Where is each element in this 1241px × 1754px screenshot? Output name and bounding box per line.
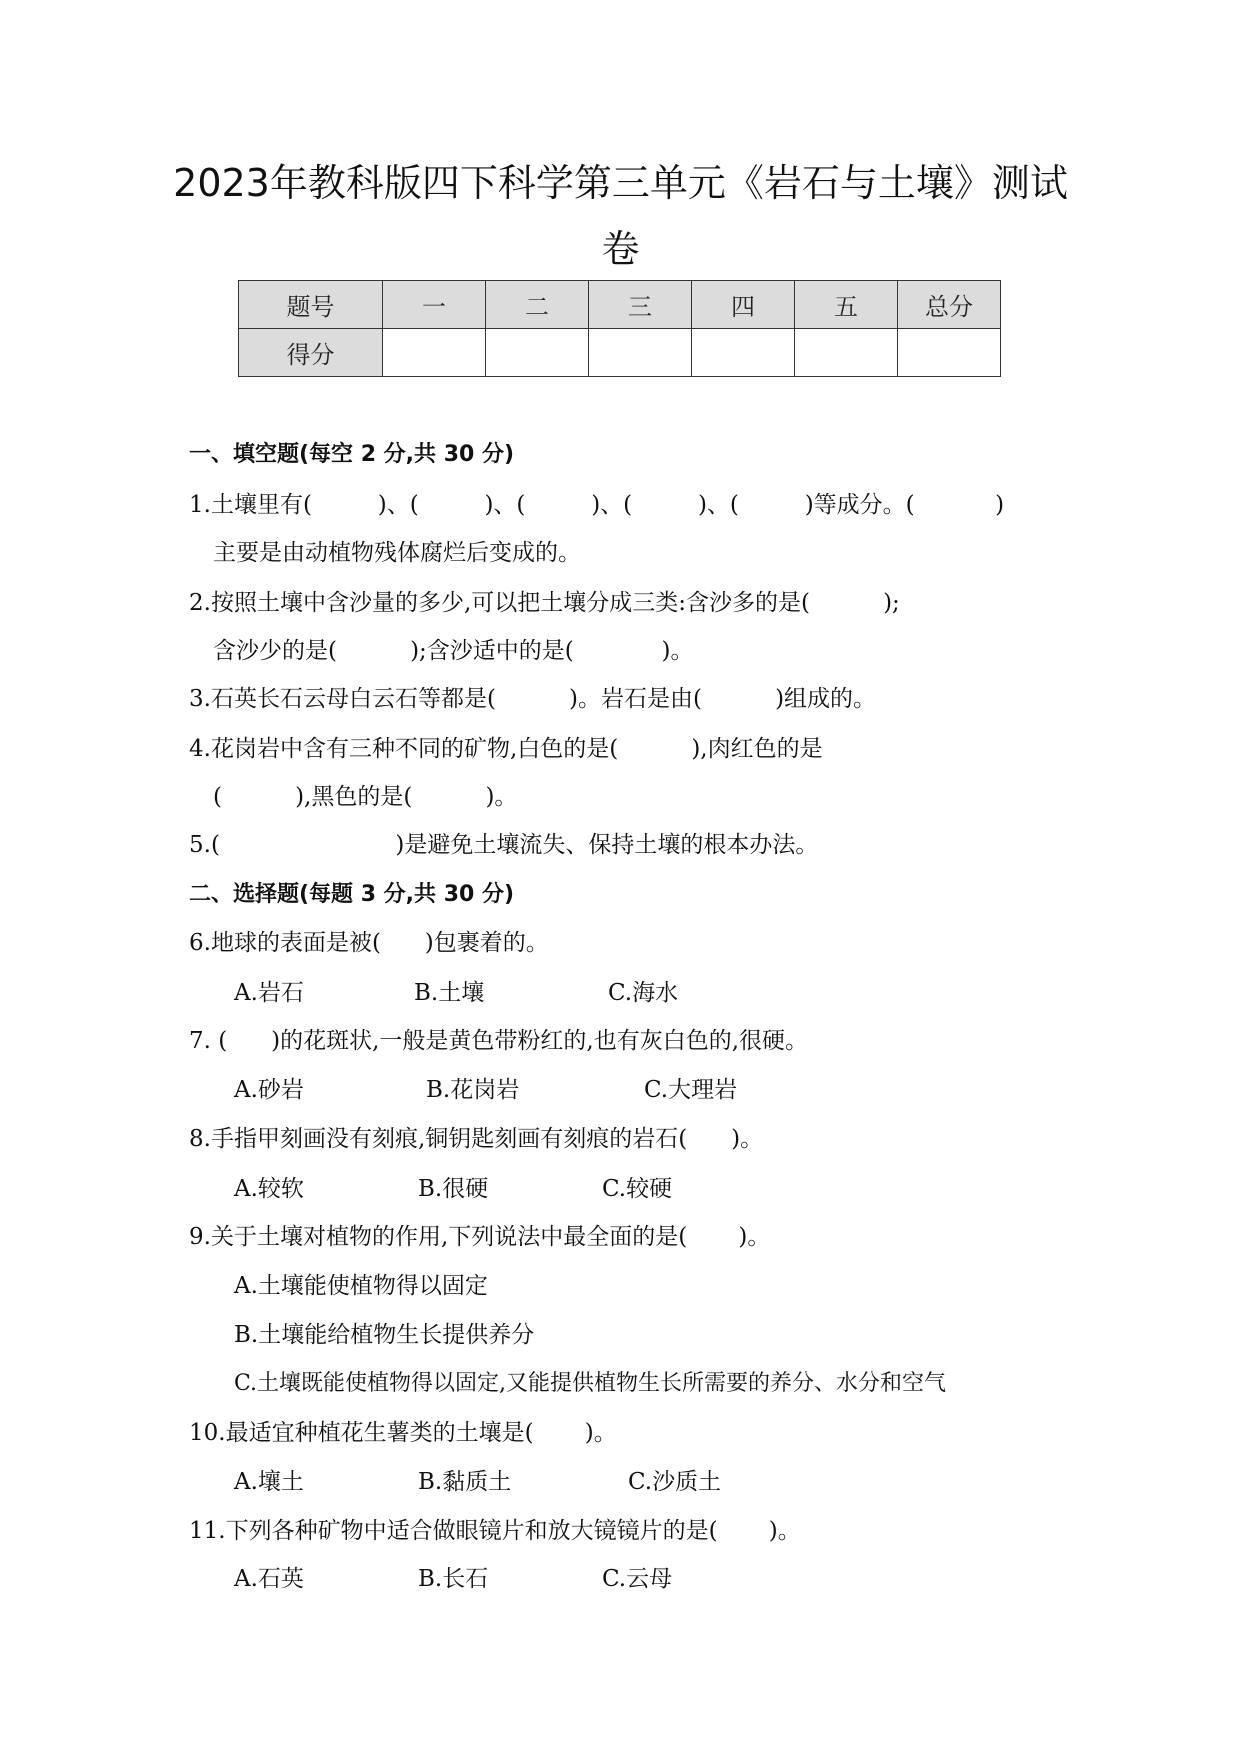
header-cell-1: 一 — [383, 281, 486, 329]
q8-option-b[interactable]: B.很硬 — [418, 1176, 489, 1202]
q1-line2: 主要是由动植物残体腐烂后变成的。 — [213, 540, 581, 566]
q6-option-b[interactable]: B.土壤 — [414, 980, 485, 1006]
header-cell-question-number: 题号 — [239, 281, 383, 329]
q11-option-a[interactable]: A.石英 — [234, 1566, 304, 1592]
section2-heading: 二、选择题(每题 3 分,共 30 分) — [189, 882, 515, 907]
q8-option-a[interactable]: A.较软 — [234, 1176, 304, 1202]
q3-line1: 3.石英长石云母白云石等都是( )。岩石是由( )组成的。 — [189, 686, 877, 712]
score-table-header-row — [239, 281, 1001, 329]
score-table — [238, 280, 1001, 377]
header-cell-2: 二 — [486, 281, 589, 329]
q6-option-c[interactable]: C.海水 — [608, 980, 679, 1006]
score-table-score-row — [239, 329, 1001, 377]
q5-line1: 5.( )是避免土壤流失、保持土壤的根本办法。 — [189, 832, 819, 858]
header-cell-3: 三 — [589, 281, 692, 329]
header-cell-5: 五 — [795, 281, 898, 329]
q2-line2: 含沙少的是( );含沙适中的是( )。 — [213, 638, 694, 664]
q1-line1: 1.土壤里有( )、( )、( )、( )、( )等成分。( ) — [189, 492, 1005, 518]
score-cell-2[interactable] — [486, 329, 589, 377]
q11-stem: 11.下列各种矿物中适合做眼镜片和放大镜镜片的是( )。 — [189, 1518, 801, 1544]
q11-option-c[interactable]: C.云母 — [602, 1566, 673, 1592]
q8-option-c[interactable]: C.较硬 — [602, 1176, 673, 1202]
q10-stem: 10.最适宜种植花生薯类的土壤是( )。 — [189, 1420, 617, 1446]
score-cell-5[interactable] — [795, 329, 898, 377]
score-cell-total[interactable] — [898, 329, 1001, 377]
q7-option-b[interactable]: B.花岗岩 — [426, 1077, 520, 1103]
q10-option-a[interactable]: A.壤土 — [234, 1469, 304, 1495]
score-row-label: 得分 — [239, 329, 383, 377]
exam-title-continued: 卷 — [601, 227, 640, 271]
score-cell-4[interactable] — [692, 329, 795, 377]
header-cell-4: 四 — [692, 281, 795, 329]
q9-option-c[interactable]: C.土壤既能使植物得以固定,又能提供植物生长所需要的养分、水分和空气 — [234, 1371, 947, 1396]
score-cell-1[interactable] — [383, 329, 486, 377]
q4-line1: 4.花岗岩中含有三种不同的矿物,白色的是( ),肉红色的是 — [189, 736, 823, 762]
score-cell-3[interactable] — [589, 329, 692, 377]
q7-stem: 7. ( )的花斑状,一般是黄色带粉红的,也有灰白色的,很硬。 — [189, 1028, 809, 1054]
q9-option-b[interactable]: B.土壤能给植物生长提供养分 — [234, 1322, 535, 1348]
q6-stem: 6.地球的表面是被( )包裹着的。 — [189, 930, 549, 956]
section1-heading: 一、填空题(每空 2 分,共 30 分) — [189, 442, 515, 467]
q8-stem: 8.手指甲刻画没有刻痕,铜钥匙刻画有刻痕的岩石( )。 — [189, 1126, 764, 1152]
q11-option-b[interactable]: B.长石 — [418, 1566, 489, 1592]
q7-option-c[interactable]: C.大理岩 — [644, 1077, 738, 1103]
q10-option-b[interactable]: B.黏质土 — [418, 1469, 512, 1495]
q6-option-a[interactable]: A.岩石 — [234, 980, 304, 1006]
q9-stem: 9.关于土壤对植物的作用,下列说法中最全面的是( )。 — [189, 1224, 771, 1250]
q9-option-a[interactable]: A.土壤能使植物得以固定 — [234, 1273, 488, 1299]
q7-option-a[interactable]: A.砂岩 — [234, 1077, 304, 1103]
header-cell-total: 总分 — [898, 281, 1001, 329]
q2-line1: 2.按照土壤中含沙量的多少,可以把土壤分成三类:含沙多的是( ); — [189, 590, 900, 616]
q4-line2: ( ),黑色的是( )。 — [213, 784, 518, 810]
q10-option-c[interactable]: C.沙质土 — [628, 1469, 722, 1495]
exam-title: 2023年教科版四下科学第三单元《岩石与土壤》测试 — [173, 161, 1068, 205]
